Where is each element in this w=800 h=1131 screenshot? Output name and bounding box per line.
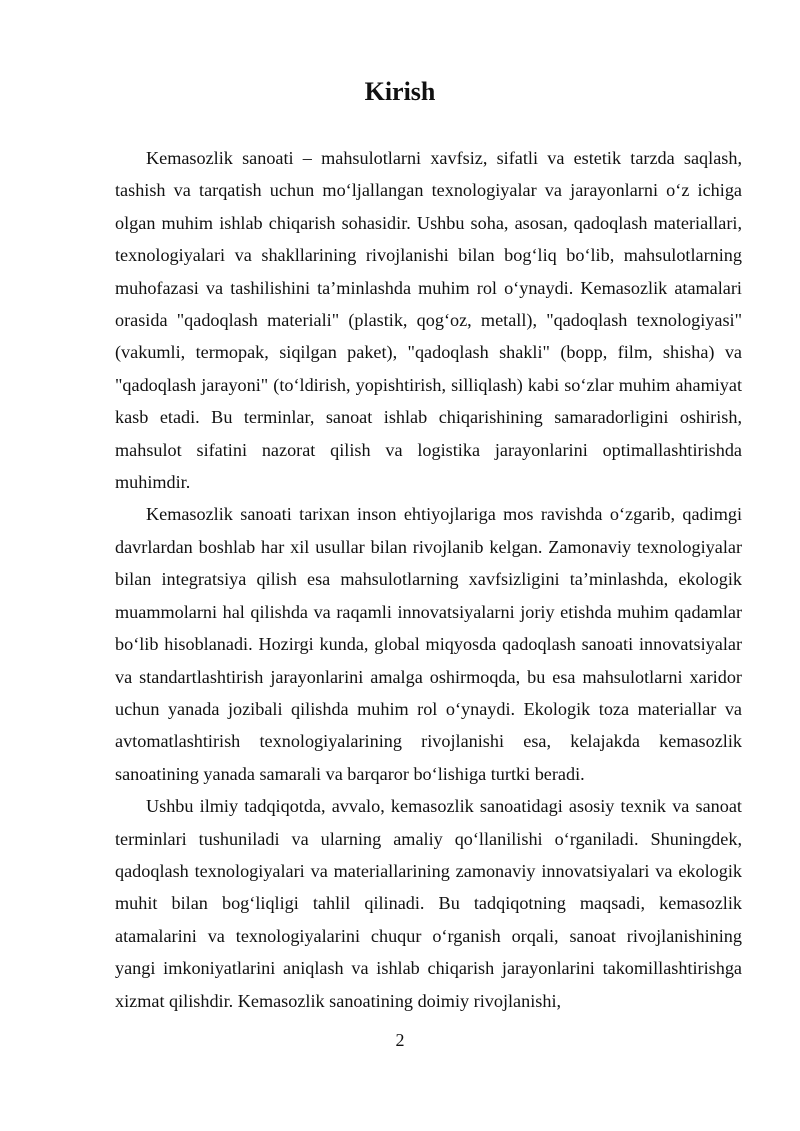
paragraph-1: Kemasozlik sanoati – mahsulotlarni xavfsiz, sifatli va estetik tarzda saqlash, tashish va tarqatish uchun mo‘ljallangan texnologiyalar va jarayonlarni o‘z ichiga olgan muhim ishlab chiqarish sohasidir. Ushbu soha, asosan, qadoqlash materiallari, texnologiyalari va shakllarining rivojlanishi bilan bog‘liq bo‘lib, mahsulotlarning muhofazasi va tashilishini ta’minlashda muhim rol o‘ynaydi. Kemasozlik atamalari orasida "qadoqlash materiali" (plastik, qog‘oz, metall), "qadoqlash texnologiyasi" (vakumli, termopak, siqilgan paket), "qadoqlash shakli" (bopp, film, shisha) va "qadoqlash jarayoni" (to‘ldirish, yopishtirish, silliqlash) kabi so‘zlar muhim ahamiyat kasb etadi. Bu terminlar, sanoat ishlab chiqarishining samaradorligini oshirish, mahsulot sifatini nazorat qilish va logistika jarayonlarini optimallashtirishda muhimdir.: [115, 148, 742, 493]
body-text: [115, 142, 742, 1017]
paragraph-3: Ushbu ilmiy tadqiqotda, avvalo, kemasozlik sanoatidagi asosiy texnik va sanoat terminlari tushuniladi va ularning amaliy qo‘llanilishi o‘rganiladi. Shuningdek, qadoqlash texnologiyalari va materiallarining zamonaviy innovatsiyalari va ekologik muhit bilan bog‘liqligi tahlil qilinadi. Bu tadqiqotning maqsadi, kemasozlik atamalarini va texnologiyalarini chuqur o‘rganish orqali, sanoat rivojlanishining yangi imkoniyatlarini aniqlash va ishlab chiqarish jarayonlarini takomillashtirishga xizmat qilishdir. Kemasozlik sanoatining doimiy rivojlanishi,: [115, 796, 742, 1011]
page-number: 2: [395, 1030, 405, 1050]
page-title: Kirish: [364, 77, 436, 106]
paragraph-2: Kemasozlik sanoati tarixan inson ehtiyojlariga mos ravishda o‘zgarib, qadimgi davrlardan boshlab har xil usullar bilan rivojlanib kelgan. Zamonaviy texnologiyalar bilan integratsiya qilish esa mahsulotlarning xavfsizligini ta’minlashda, ekologik muammolarni hal qilishda va raqamli innovatsiyalarni joriy etishda muhim qadamlar bo‘lib hisoblanadi. Hozirgi kunda, global miqyosda qadoqlash sanoati innovatsiyalar va standartlashtirish jarayonlarini amalga oshirmoqda, bu esa mahsulotlarni xaridor uchun yanada jozibali qilishda muhim rol o‘ynaydi. Ekologik toza materiallar va avtomatlashtirish texnologiyalarining rivojlanishi esa, kelajakda kemasozlik sanoatining yanada samarali va barqaror bo‘lishiga turtki beradi.: [115, 504, 742, 784]
